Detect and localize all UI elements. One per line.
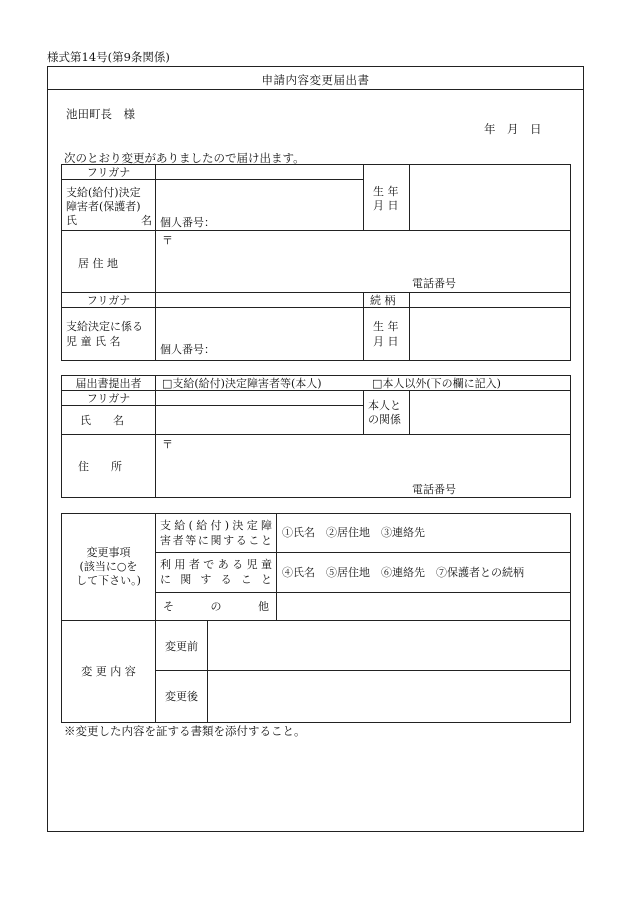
- child-birth-label-line1: 生 年: [373, 320, 399, 333]
- applicant-name-label-line3a: 氏: [66, 214, 77, 227]
- submitter-address-label: 住 所: [78, 460, 122, 473]
- applicant-name-label-line1: 支給(給付)決定: [66, 186, 141, 199]
- form-title: 申請内容変更届出書: [261, 73, 370, 87]
- submitter-option-other[interactable]: □本人以外(下の欄に記入): [372, 377, 501, 390]
- child-birth-label-line2: 月 日: [373, 335, 399, 348]
- category2-label-line1: 利用者である児童: [160, 558, 272, 571]
- submitter-option-self[interactable]: □支給(給付)決定障害者等(本人): [162, 377, 322, 390]
- change-items-label-line1: 変更事項: [86, 546, 131, 559]
- addressee: 池田町長 様: [66, 107, 135, 121]
- change-content-label: 変 更 内 容: [81, 665, 136, 678]
- change-items-label-line2: (該当に○を: [79, 560, 138, 573]
- submitter-phone-label: 電話番号: [412, 483, 456, 496]
- applicant-birth-label-line2: 月 日: [373, 199, 399, 212]
- submitter-postal-mark: 〒: [162, 438, 173, 451]
- category2-label-line2: に関すること: [160, 573, 272, 586]
- category3-label[interactable]: その他: [163, 600, 269, 613]
- applicant-personal-number-label: 個人番号：: [160, 216, 215, 229]
- submitter-furigana-label: フリガナ: [86, 392, 131, 405]
- category1-label-line2: 害者等に関すること: [160, 534, 272, 547]
- category1-label-line1: 支給(給付)決定障: [160, 519, 272, 532]
- applicant-birth-label-line1: 生 年: [373, 185, 399, 198]
- child-personal-number-label: 個人番号：: [160, 343, 215, 356]
- submitter-label: 届出書提出者: [75, 377, 142, 390]
- applicant-residence-label: 居 住 地: [78, 257, 118, 270]
- applicant-name-label-line3b: 名: [141, 214, 152, 227]
- submitter-relation-label-line2: の関係: [368, 413, 401, 426]
- child-furigana-label: フリガナ: [86, 294, 131, 307]
- change-items-label-line3: して下さい。): [76, 574, 141, 587]
- submitter-relation-label-line1: 本人と: [368, 399, 401, 412]
- change-before-label: 変更前: [165, 640, 198, 653]
- applicant-postal-mark: 〒: [162, 234, 173, 247]
- attachment-note: ※変更した内容を証する書類を添付すること。: [64, 724, 306, 738]
- notice-text: 次のとおり変更がありましたので届け出ます。: [64, 151, 305, 165]
- category1-options[interactable]: ①氏名 ②居住地 ③連絡先: [282, 526, 425, 539]
- change-after-label: 変更後: [165, 690, 198, 703]
- form-number-label: 様式第14号(第9条関係): [47, 50, 170, 64]
- category2-options[interactable]: ④氏名 ⑤居住地 ⑥連絡先 ⑦保護者との続柄: [282, 566, 524, 579]
- applicant-name-label-line2: 障害者(保護者): [66, 200, 141, 213]
- date-field[interactable]: 年 月 日: [484, 122, 542, 136]
- applicant-furigana-label: フリガナ: [86, 166, 131, 179]
- child-relation-label: 続 柄: [370, 294, 396, 307]
- child-name-label-line1: 支給決定に係る: [66, 320, 143, 333]
- submitter-name-label: 氏 名: [80, 414, 124, 427]
- applicant-phone-label: 電話番号: [412, 277, 456, 290]
- child-name-label-line2: 児 童 氏 名: [66, 335, 121, 348]
